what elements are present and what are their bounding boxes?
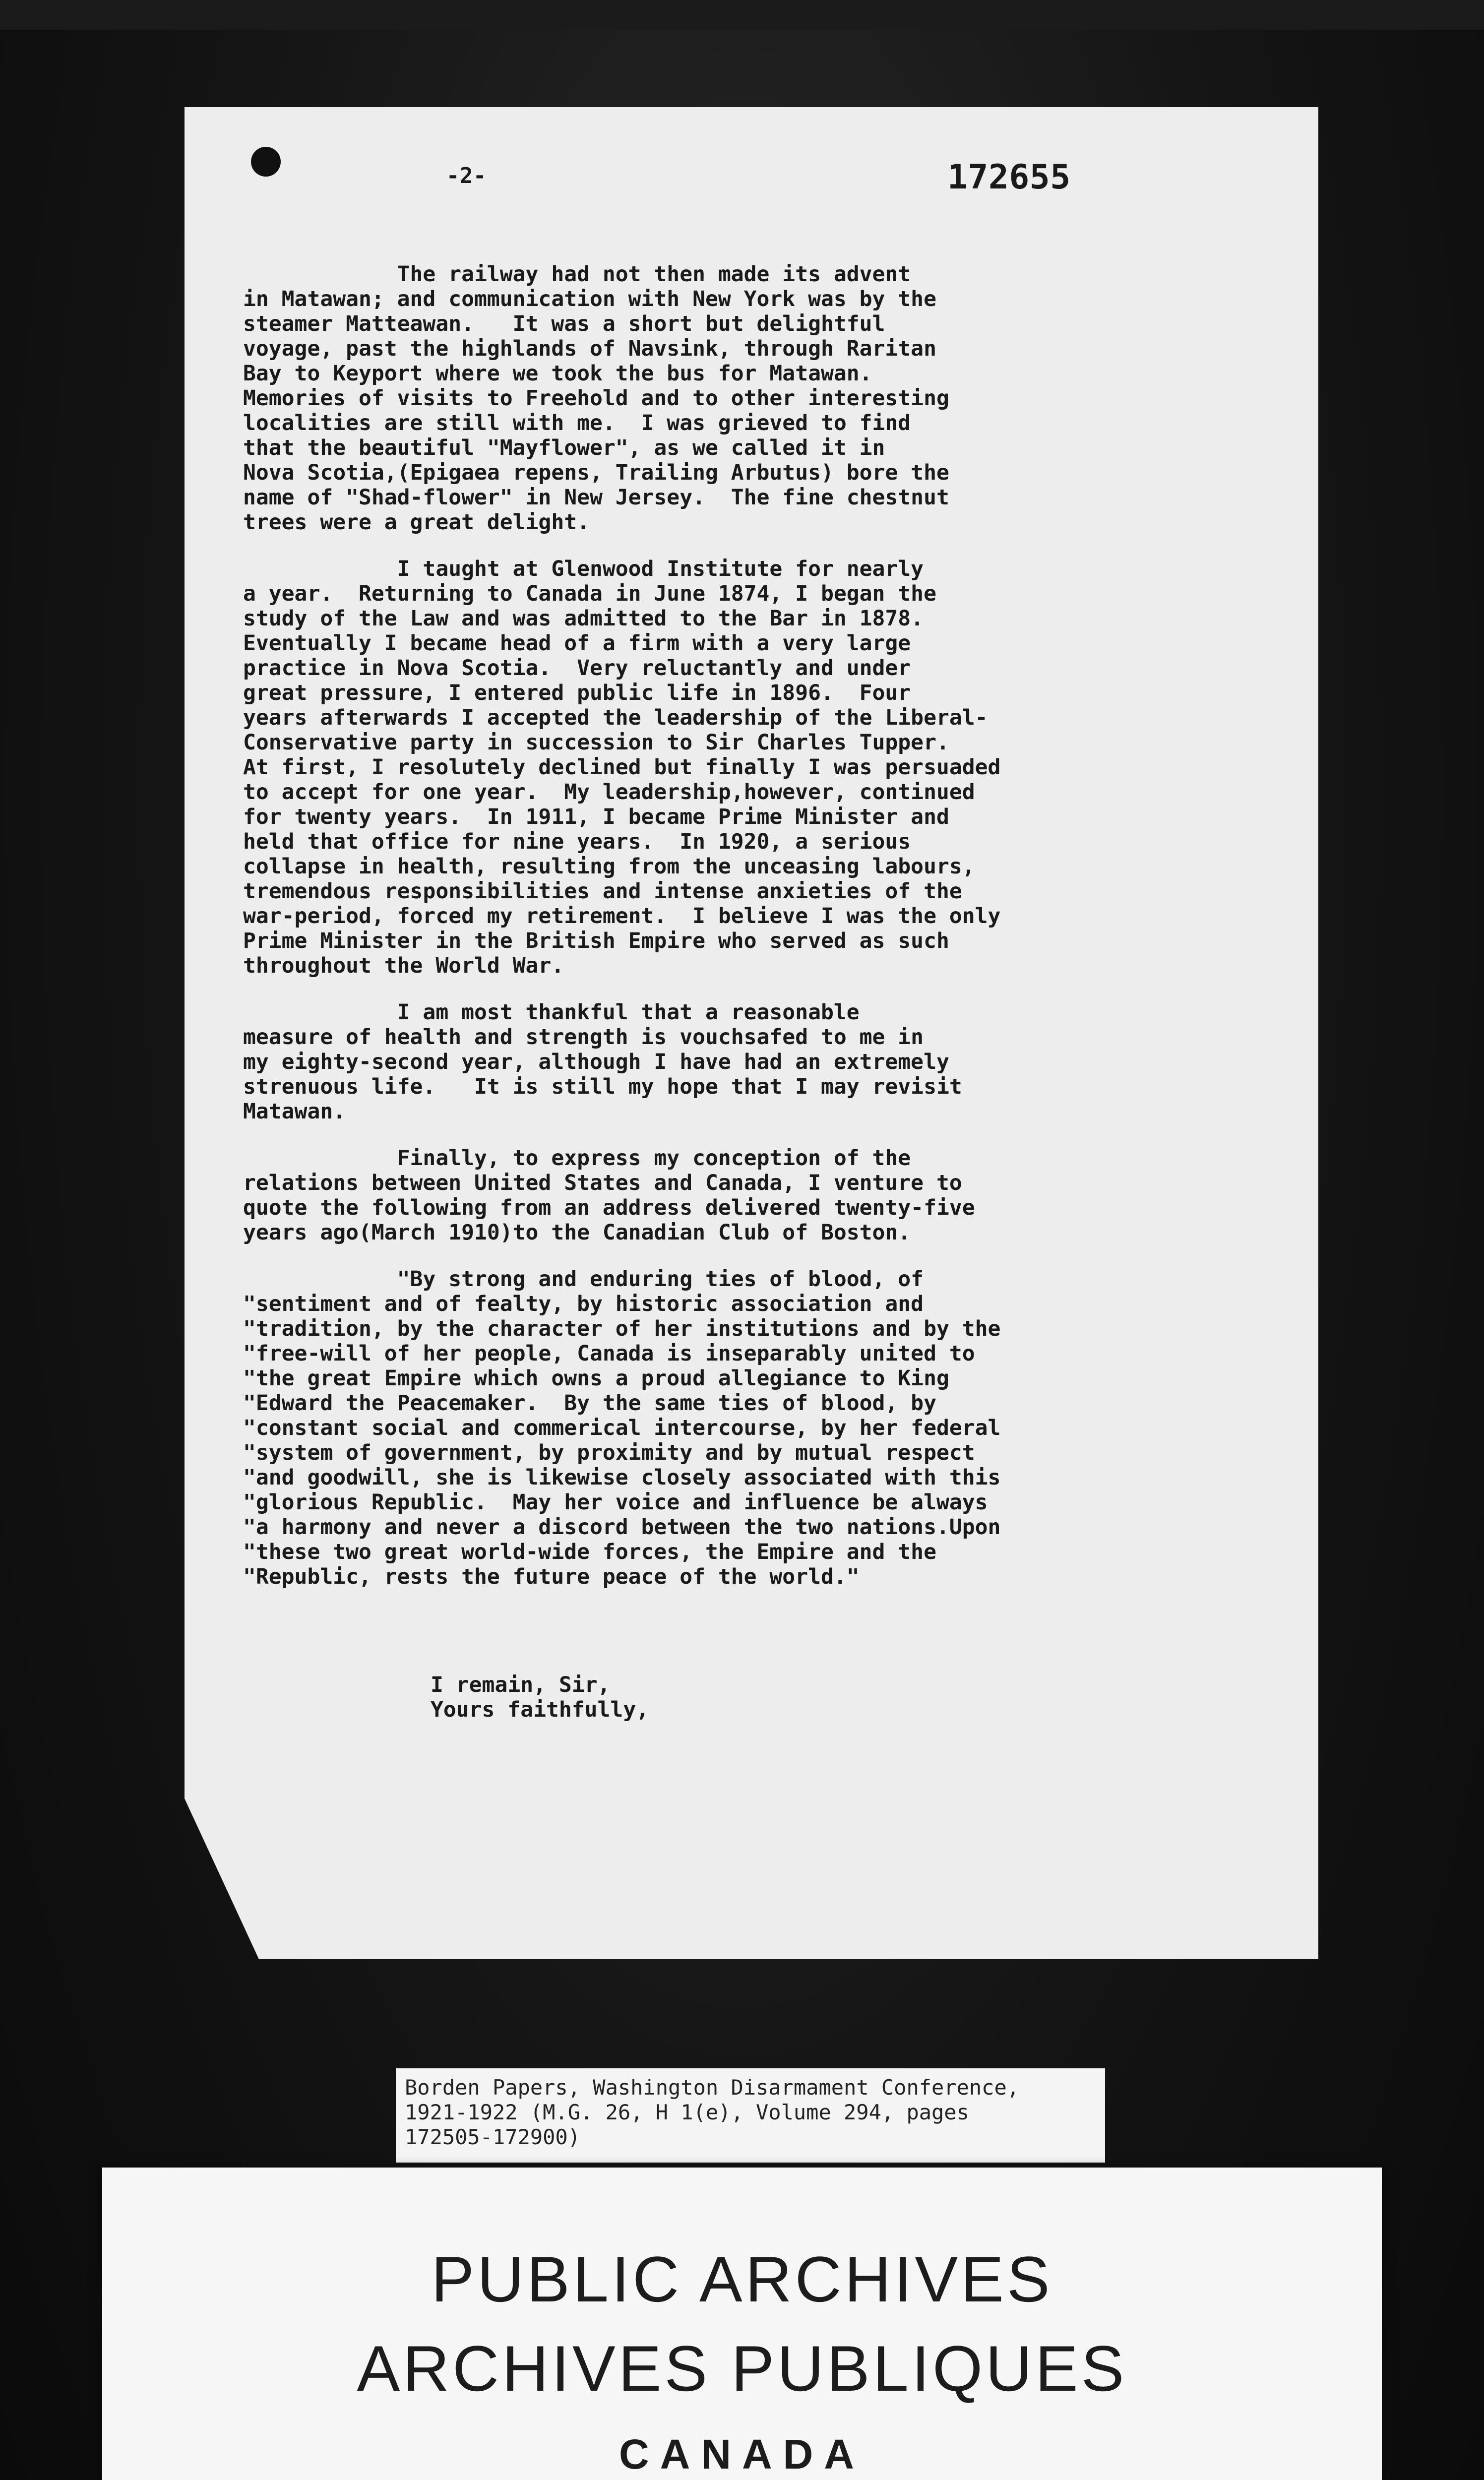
- quote-line: "and goodwill, she is likewise closely associated with this: [243, 1465, 1001, 1490]
- quote-line: "sentiment and of fealty, by historic association and: [243, 1292, 924, 1316]
- text-line: study of the Law and was admitted to the Bar in 1878.: [243, 606, 924, 631]
- text-line: that the beautiful "Mayflower", as we called it in: [243, 435, 885, 460]
- text-line: relations between United States and Canada, I venture to: [243, 1171, 962, 1195]
- text-line: war-period, forced my retirement. I believe I was the only: [243, 904, 1001, 929]
- citation-line: Borden Papers, Washington Disarmament Conference,: [405, 2075, 1020, 2100]
- text-line: quote the following from an address delivered twenty-five: [243, 1195, 975, 1220]
- quote-line: "Edward the Peacemaker. By the same ties of blood, by: [243, 1391, 936, 1416]
- text-line: The railway had not then made its advent: [243, 262, 911, 287]
- quote-line: "tradition, by the character of her institutions and by the: [243, 1316, 1001, 1341]
- letter-body: [243, 262, 1116, 1611]
- text-line: to accept for one year. My leadership,however, continued: [243, 780, 975, 805]
- text-line: practice in Nova Scotia. Very reluctantly and under: [243, 656, 911, 681]
- archives-banner: [102, 2168, 1382, 2480]
- citation-line: 1921-1922 (M.G. 26, H 1(e), Volume 294, pages: [405, 2100, 969, 2124]
- quote-line: "glorious Republic. May her voice and influence be always: [243, 1490, 988, 1515]
- text-line: tremendous responsibilities and intense anxieties of the: [243, 879, 962, 904]
- text-line: in Matawan; and communication with New York was by the: [243, 287, 936, 311]
- quote-line: "a harmony and never a discord between the two nations.Upon: [243, 1515, 1001, 1540]
- closing-valediction: Yours faithfully,: [431, 1697, 649, 1722]
- punch-hole: [251, 147, 281, 177]
- letter-closing: [431, 1673, 649, 1722]
- paragraph-health: [243, 1000, 1116, 1124]
- citation-line: 172505-172900): [405, 2125, 581, 2149]
- text-line: held that office for nine years. In 1920, a serious: [243, 829, 911, 854]
- source-citation-label: [396, 2068, 1105, 2163]
- quote-line: "system of government, by proximity and by mutual respect: [243, 1440, 975, 1465]
- page-number: -2-: [446, 163, 487, 188]
- banner-country: CANADA: [619, 2431, 865, 2478]
- quote-line: "free-will of her people, Canada is inseparably united to: [243, 1341, 975, 1366]
- text-line: years afterwards I accepted the leadership of the Liberal-: [243, 705, 988, 730]
- paragraph-railway: [243, 262, 1116, 535]
- text-line: I taught at Glenwood Institute for nearly: [243, 557, 924, 581]
- text-line: Nova Scotia,(Epigaea repens, Trailing Arbutus) bore the: [243, 460, 949, 485]
- text-line: trees were a great delight.: [243, 510, 590, 535]
- quote-line: "these two great world-wide forces, the Empire and the: [243, 1540, 936, 1564]
- banner-english: PUBLIC ARCHIVES: [431, 2243, 1053, 2315]
- paragraph-career: [243, 557, 1116, 978]
- quote-line: "Republic, rests the future peace of the world.": [243, 1564, 860, 1589]
- text-line: throughout the World War.: [243, 953, 564, 978]
- text-line: localities are still with me. I was grieved to find: [243, 411, 911, 435]
- closing-salutation: I remain, Sir,: [431, 1673, 611, 1697]
- text-line: great pressure, I entered public life in 1896. Four: [243, 681, 911, 705]
- text-line: name of "Shad-flower" in New Jersey. The fine chestnut: [243, 485, 949, 510]
- text-line: measure of health and strength is vouchsafed to me in: [243, 1025, 924, 1050]
- film-edge-top: [0, 0, 1484, 30]
- quoted-address: [243, 1267, 1116, 1589]
- text-line: collapse in health, resulting from the unceasing labours,: [243, 854, 975, 879]
- text-line: strenuous life. It is still my hope that I may revisit: [243, 1074, 962, 1099]
- text-line: years ago(March 1910)to the Canadian Club of Boston.: [243, 1220, 911, 1245]
- quote-line: "By strong and enduring ties of blood, of: [243, 1267, 924, 1292]
- text-line: At first, I resolutely declined but finally I was persuaded: [243, 755, 1001, 780]
- text-line: a year. Returning to Canada in June 1874, I began the: [243, 581, 936, 606]
- text-line: for twenty years. In 1911, I became Prime Minister and: [243, 805, 949, 829]
- text-line: Memories of visits to Freehold and to other interesting: [243, 386, 949, 411]
- text-line: Bay to Keyport where we took the bus for Matawan.: [243, 361, 872, 386]
- text-line: Matawan.: [243, 1099, 346, 1124]
- quote-line: "the great Empire which owns a proud allegiance to King: [243, 1366, 949, 1391]
- text-line: my eighty-second year, although I have had an extremely: [243, 1050, 949, 1074]
- text-line: Conservative party in succession to Sir Charles Tupper.: [243, 730, 949, 755]
- paragraph-relations: [243, 1146, 1116, 1245]
- text-line: I am most thankful that a reasonable: [243, 1000, 860, 1025]
- text-line: steamer Matteawan. It was a short but delightful: [243, 311, 885, 336]
- document-number: 172655: [947, 158, 1071, 197]
- text-line: Prime Minister in the British Empire who served as such: [243, 929, 949, 953]
- text-line: Eventually I became head of a firm with a very large: [243, 631, 911, 656]
- text-line: Finally, to express my conception of the: [243, 1146, 911, 1171]
- text-line: voyage, past the highlands of Navsink, through Raritan: [243, 336, 936, 361]
- quote-line: "constant social and commerical intercourse, by her federal: [243, 1416, 1001, 1440]
- banner-french: ARCHIVES PUBLIQUES: [357, 2332, 1127, 2405]
